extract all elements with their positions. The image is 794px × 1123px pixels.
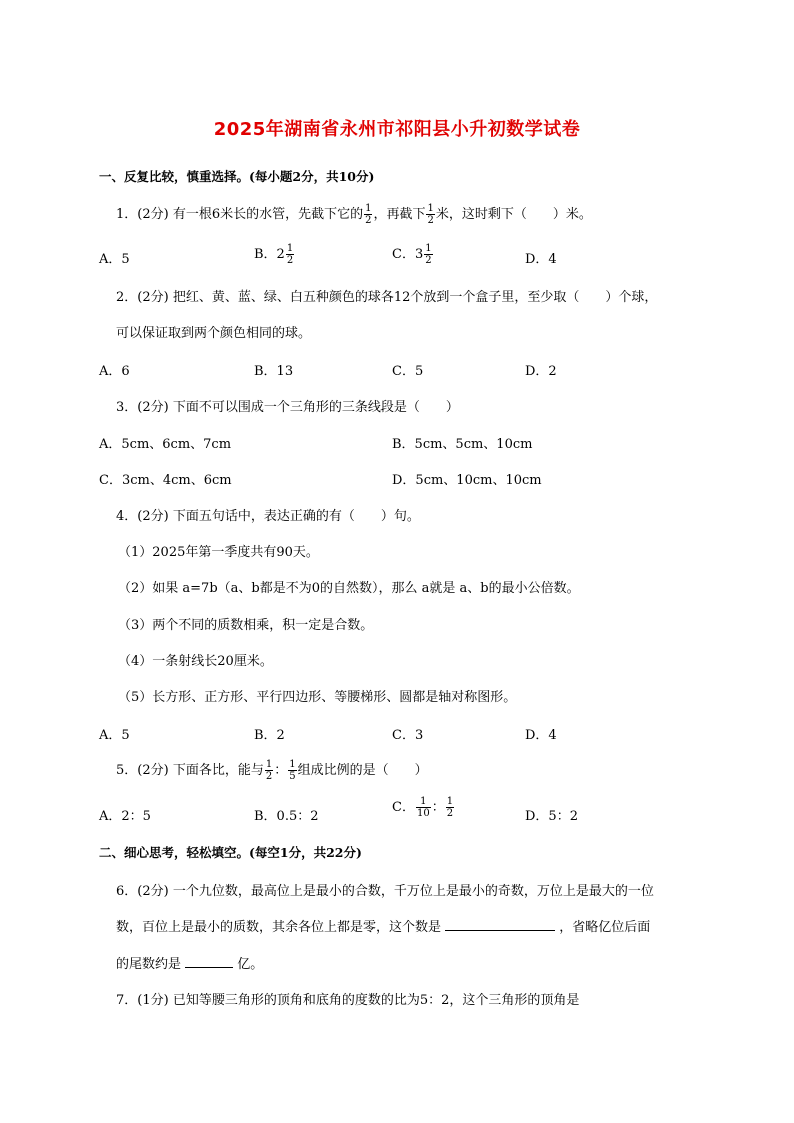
section-heading-1: 一、反复比较，慎重选择。(每小题2分，共10分) [99, 169, 375, 184]
q3-option-a[interactable]: A．5cm、6cm、7cm [99, 437, 232, 452]
question-7-line-1: 7．(1分) 已知等腰三角形的顶角和底角的度数的比为5：2，这个三角形的顶角是 [116, 993, 580, 1008]
question-1-text-3: 米，这时剩下（ ）米。 [435, 207, 592, 222]
q2-option-a[interactable]: A．6 [99, 364, 130, 379]
q4-option-c[interactable]: C．3 [392, 728, 424, 743]
question-6-line-1: 6．(2分) 一个九位数，最高位上是最小的合数，千万位上是最小的奇数，万位上是最大的一位 [116, 884, 654, 899]
q3-option-b[interactable]: B．5cm、5cm、10cm [392, 437, 533, 452]
q5-option-d[interactable]: D．5：2 [525, 809, 578, 824]
fraction-half: $\frac{1}{2}$ [427, 203, 434, 226]
q4-option-d[interactable]: D．4 [525, 728, 557, 743]
question-4-statement-3: （3）两个不同的质数相乘，积一定是合数。 [118, 618, 374, 633]
question-6-line-2: 数，百位上是最小的质数，其余各位上都是零，这个数是 ，省略亿位后面 [116, 920, 651, 935]
q1-option-b[interactable]: B．2 $\frac{1}{2}$ [254, 243, 294, 266]
q1-option-c[interactable]: C．3 $\frac{1}{2}$ [392, 243, 432, 266]
fraction-half: $\frac{1}{2}$ [365, 203, 372, 226]
fraction-half: $\frac{1}{2}$ [265, 759, 273, 782]
question-4-statement-5: （5）长方形、正方形、平行四边形、等腰梯形、圆都是轴对称图形。 [118, 690, 517, 705]
section-heading-2: 二、细心思考，轻松填空。(每空1分，共22分) [99, 845, 362, 860]
q1-option-a[interactable]: A．5 [99, 252, 130, 267]
question-5: 5．(2分) 下面各比，能与 $\frac{1}{2}$ ： $\frac{1}{5}$ 组成比例的是（ ） [116, 759, 428, 782]
question-4-line-1: 4．(2分) 下面五句话中，表达正确的有（ ）句。 [116, 509, 420, 524]
q2-option-d[interactable]: D．2 [525, 364, 557, 379]
question-6-line-3: 的尾数约是 亿。 [116, 957, 264, 972]
q4-option-b[interactable]: B．2 [254, 728, 285, 743]
q1-option-d[interactable]: D．4 [525, 252, 557, 267]
q4-option-a[interactable]: A．5 [99, 728, 130, 743]
question-1-text-1: 1．(2分) 有一根6米长的水管，先截下它的 [116, 207, 364, 222]
question-1-text-2: ，再截下 [373, 207, 426, 222]
page-title: 2025年湖南省永州市祁阳县小升初数学试卷 [213, 119, 581, 140]
q5-option-c[interactable]: C． $\frac{1}{10}$ ： $\frac{1}{2}$ [392, 796, 454, 819]
q3-option-c[interactable]: C．3cm、4cm、6cm [99, 473, 232, 488]
answer-blank-1[interactable] [445, 918, 555, 931]
question-2-line-1: 2．(2分) 把红、黄、蓝、绿、白五种颜色的球各12个放到一个盒子里，至少取（ ）个球， [116, 290, 658, 305]
question-4-statement-1: （1）2025年第一季度共有90天。 [118, 545, 319, 560]
question-4-statement-2: （2）如果 a=7b（a、b都是不为0的自然数），那么 a就是 a、b的最小公倍数。 [118, 581, 580, 596]
question-4-statement-4: （4）一条射线长20厘米。 [118, 654, 273, 669]
q5-option-a[interactable]: A．2：5 [99, 809, 151, 824]
q2-option-c[interactable]: C．5 [392, 364, 424, 379]
answer-blank-2[interactable] [185, 955, 233, 968]
question-2-line-2: 可以保证取到两个颜色相同的球。 [116, 326, 312, 341]
q2-option-b[interactable]: B．13 [254, 364, 294, 379]
q5-option-b[interactable]: B．0.5：2 [254, 809, 319, 824]
question-5-text-2: 组成比例的是（ ） [297, 763, 428, 778]
question-3-line-1: 3．(2分) 下面不可以围成一个三角形的三条线段是（ ） [116, 400, 459, 415]
q3-option-d[interactable]: D．5cm、10cm、10cm [392, 473, 542, 488]
question-1 [116, 203, 592, 226]
question-5-text-1: 5．(2分) 下面各比，能与 [116, 763, 264, 778]
fraction-fifth: $\frac{1}{5}$ [289, 759, 296, 782]
